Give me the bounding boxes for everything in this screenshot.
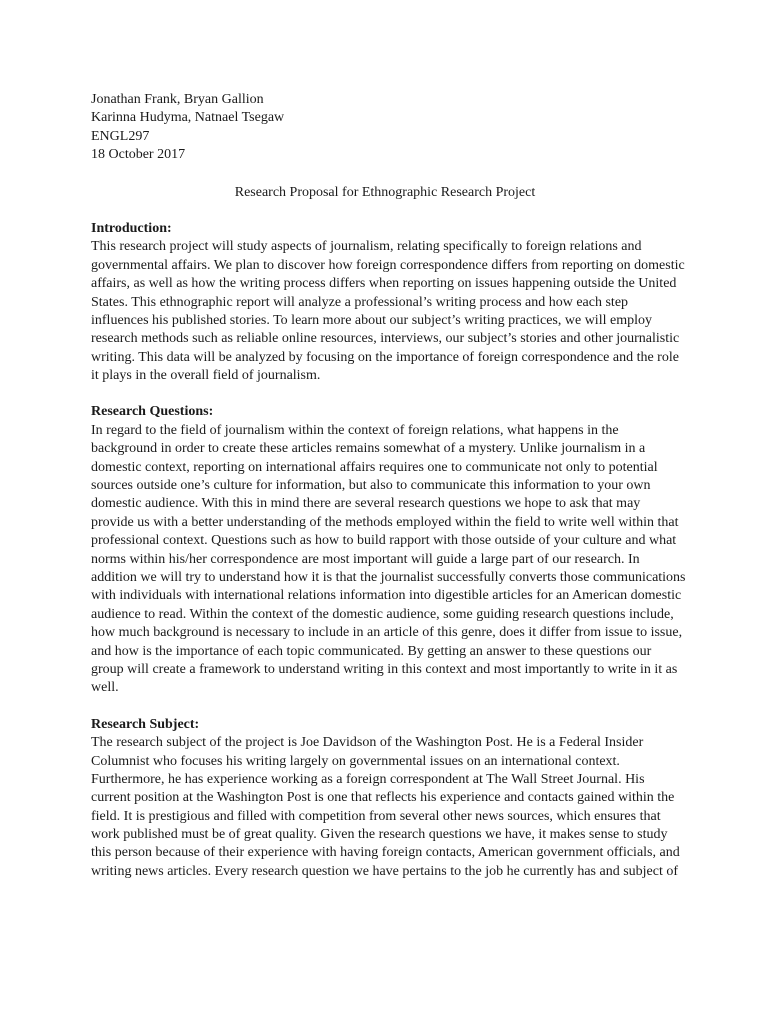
section-research-subject: [91, 716, 679, 882]
paragraph-line: this person because of their experience with having foreign contacts, American government officials, and: [91, 845, 680, 861]
paragraph-line: The research subject of the project is Joe Davidson of the Washington Post. He is a Federal Insider: [91, 735, 644, 751]
paragraph-line: sources outside one’s culture for information, but also to communicate this information to your own: [91, 478, 651, 494]
authors-line-1: Jonathan Frank, Bryan Gallion: [91, 92, 264, 107]
paragraph-line: and how is the importance of each topic communicated. By getting an answer to these questions our: [91, 643, 652, 659]
paragraph-line: work published must be of great quality. Given the research questions we have, it makes sense to study: [91, 827, 668, 843]
paragraph-line: In regard to the field of journalism within the context of foreign relations, what happens in the: [91, 422, 619, 438]
authors-line-2: Karinna Hudyma, Natnael Tsegaw: [91, 110, 285, 126]
paragraph-line: background in order to create these articles remains somewhat of a mystery. Unlike journalism in a: [91, 441, 646, 457]
paragraph-line: well.: [91, 680, 119, 696]
document-title: Research Proposal for Ethnographic Research Project: [234, 184, 536, 200]
paragraph-line: States. This ethnographic report will analyze a professional’s writing process and how each step: [91, 294, 629, 310]
paragraph-line: with individuals with international relations information into digestible articles for an American domestic: [91, 588, 682, 604]
paragraph-line: affairs, as well as how the writing process differs when reporting on issues happening outside the United: [91, 276, 677, 292]
paragraph-line: provide us with a better understanding of the methods employed within the field to write well within that: [91, 514, 679, 530]
paragraph-line: norms within his/her correspondence are most important will guide a large part of our research. In: [91, 551, 640, 567]
section-heading: Introduction:: [91, 220, 172, 236]
paragraph-line: Furthermore, he has experience working as a foreign correspondent at The Wall Street Journal. His: [91, 771, 645, 787]
paragraph-line: research methods such as reliable online resources, interviews, our subject’s stories and other journalistic: [91, 331, 680, 347]
paragraph-line: professional context. Questions such as how to build rapport with those outside of your culture and what: [91, 533, 677, 549]
paragraph-line: how much background is necessary to include in an article of this genre, does it differ from issue to issue,: [91, 625, 683, 641]
paragraph-line: group will create a framework to understand writing in this context and most importantly to write in it as: [91, 661, 678, 677]
paragraph-line: domestic audience. With this in mind there are several research questions we hope to ask that may: [91, 496, 641, 512]
section-research-questions: [91, 403, 686, 697]
section-introduction: [91, 220, 685, 386]
paragraph-line: This research project will study aspects of journalism, relating specifically to foreign relations and: [91, 239, 642, 255]
paragraph-line: governmental affairs. We plan to discover how foreign correspondence differs from reporting on domestic: [91, 257, 685, 273]
paragraph-line: audience to read. Within the context of the domestic audience, some guiding research questions include,: [91, 606, 674, 622]
document-date: 18 October 2017: [91, 147, 186, 163]
course-code: ENGL297: [91, 128, 150, 144]
paragraph-line: domestic context, reporting on international affairs requires one to communicate not only to potential: [91, 459, 658, 475]
section-heading: Research Questions:: [91, 404, 214, 420]
paragraph-line: influences his published stories. To learn more about our subject’s writing practices, we will employ: [91, 312, 652, 328]
paragraph-line: addition we will try to understand how it is that the journalist successfully converts those communications: [91, 569, 686, 585]
paragraph-line: writing news articles. Every research question we have pertains to the job he currently has and subject of: [91, 863, 679, 879]
paragraph-line: current position at the Washington Post is one that reflects his experience and contacts gained within the: [91, 790, 675, 806]
document-body: [91, 91, 686, 899]
paragraph-line: writing. This data will be analyzed by focusing on the importance of foreign correspondence and the role: [91, 349, 679, 365]
section-heading: Research Subject:: [91, 716, 200, 732]
paragraph-line: Columnist who focuses his writing largely on governmental issues on an international context.: [91, 753, 620, 769]
author-header: [91, 91, 679, 165]
paragraph-line: field. It is prestigious and filled with competition from several other news sources, which ensures that: [91, 808, 661, 824]
paragraph-line: it plays in the overall field of journalism.: [91, 368, 321, 384]
